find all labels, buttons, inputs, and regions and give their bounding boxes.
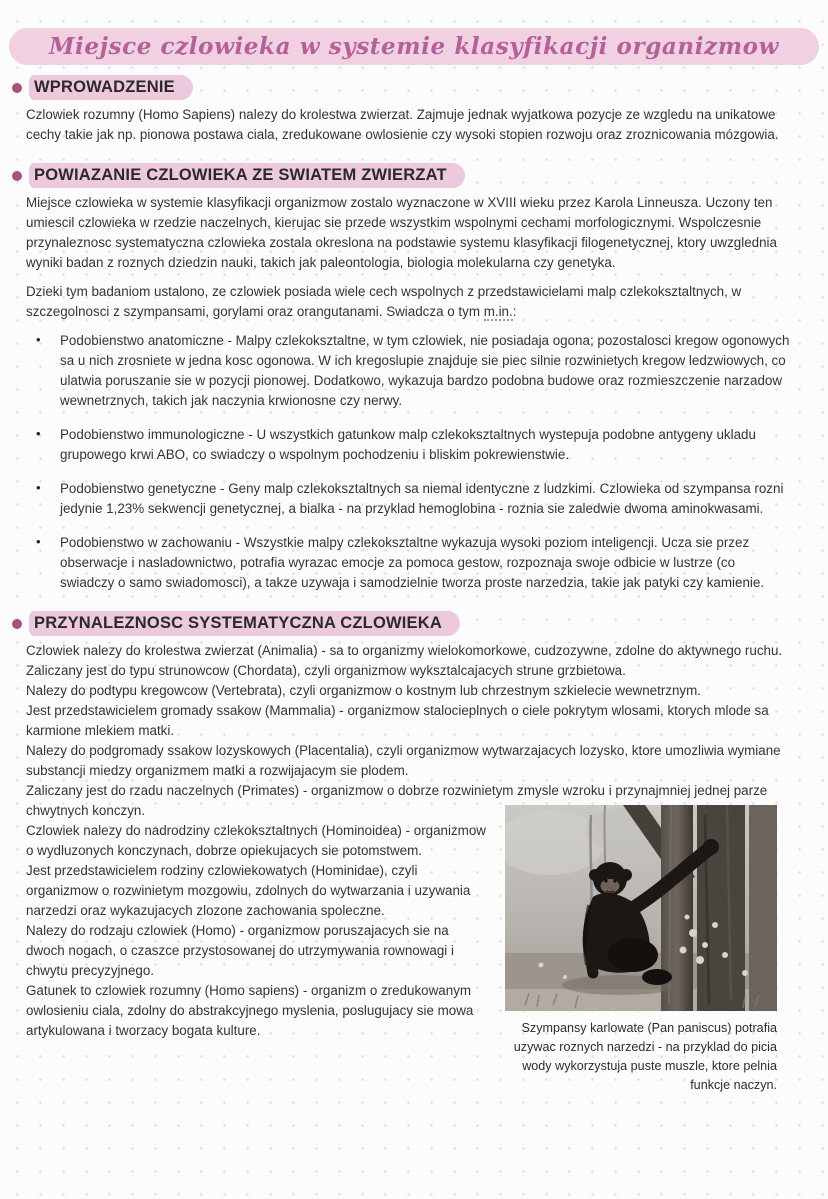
bullet-dot-icon: • — [36, 480, 41, 495]
list-item — [26, 331, 790, 411]
section-dot-icon — [12, 83, 22, 93]
bullet-dot-icon: • — [36, 332, 41, 347]
connection-paragraph-2 — [26, 282, 790, 322]
list-item-text: Podobienstwo w zachowaniu - Wszystkie malpy czlekoksztaltne wykazuja wysoki poziom inteligencji. Ucza sie przez obserwacje i nasladownictwo, potrafia wyrazac emocje za pomoca gestow, rozpoznaja swoje odbicie w lustrze (co swiadczy o samo swiadomosci), a takze uzywaja i samodzielnie tworza proste narzedzia, takie jak patyki czy kamienie. — [60, 535, 765, 590]
figure-caption: Szympansy karlowate (Pan paniscus) potrafia uzywac roznych narzedzi - na przyklad do picia wody wykorzystuja puste muszle, ktore pelnia funkcje naczyn. — [513, 1021, 777, 1092]
taxonomy-statement: Czlowiek nalezy do krolestwa zwierzat (Animalia) - sa to organizmy wielokomorkowe, cudzozywne, zdolne do aktywnego ruchu. — [26, 643, 783, 658]
section-dot-icon — [12, 619, 22, 629]
paragraph-text: : — [512, 304, 517, 319]
taxonomy-statement: Nalezy do podgromady ssakow lozyskowych (Placentalia), czyli organizmow wytwarzajacych lozysko, ktore umozliwia wymiane substancji miedzy organizmem matki a rozwijajacym sie plodem. — [26, 743, 781, 778]
page-content — [0, 75, 828, 1092]
taxonomy-statement: Zaliczany jest do rzadu naczelnych (Primates) - organizmow o dobrze rozwinietym zmysle wzroku i przynajmniej jednej parze chwytnych konczyn. — [26, 783, 768, 818]
section-heading-label: PRZYNALEZNOSC SYSTEMATYCZNA CZLOWIEKA — [29, 611, 460, 636]
section-heading-label: POWIAZANIE CZLOWIEKA ZE SWIATEM ZWIERZAT — [29, 163, 465, 188]
bonobo-figure — [505, 805, 777, 1095]
list-item — [26, 533, 790, 593]
taxonomy-statement: Jest przedstawicielem rodziny czlowiekowatych (Hominidae), czyli organizmow o rozwinietym mozgowiu, zdolnych do wytwarzania i uzywania narzedzi oraz wykazujacych zlozone zachowania spoleczne. — [26, 863, 471, 918]
taxonomy-statement: Zaliczany jest do typu strunowcow (Chordata), czyli organizmow wyksztalcajacych strune grzbietowa. — [26, 663, 626, 678]
bullet-dot-icon: • — [36, 534, 41, 549]
bonobo-photo — [505, 805, 777, 1011]
title-banner — [9, 28, 819, 65]
list-item-text: Podobienstwo immunologiczne - U wszystkich gatunkow malp czlekoksztaltnych wystepuja podobne antygeny ukladu grupowego krwi ABO, co swiadczy o wspolnym pochodzeniu i bliskim pokrewienstwie. — [60, 427, 756, 462]
taxonomy-statement: Jest przedstawicielem gromady ssakow (Mammalia) - organizmow stalocieplnych o ciele pokrytym wlosami, ktorych mlode sa karmione mlekiem matki. — [26, 703, 769, 738]
taxonomy-statements — [26, 641, 790, 1092]
paragraph-text: Dzieki tym badaniom ustalono, ze czlowiek posiada wiele cech wspolnych z przedstawicielami malp czlekoksztaltnych, w szczegolnosci z szympansami, gorylami oraz orangutanami. Swiadcza o tym — [26, 284, 742, 319]
list-item-text: Podobienstwo anatomiczne - Malpy czlekoksztaltne, w tym czlowiek, nie posiadaja ogona; pozostalosci kregow ogonowych sa u nich zrosniete w jedna kosc ogonowa. W ich kregoslupie znajduje sie piec silnie rozwinietych kregow ledzwiowych, co ulatwia poruszanie sie w pozycji pionowej. Dodatkowo, wykazuja bardzo podobna budowe oraz rozmieszczenie narzadow wewnetrznych, takich jak naczynia krwionosne czy nerwy. — [60, 333, 790, 408]
connection-paragraph-1: Miejsce czlowieka w systemie klasyfikacji organizmow zostalo wyznaczone w XVIII wieku przez Karola Linneusza. Uczony ten umiescil czlowieka w rzedzie naczelnych, kierujac sie przede wszystkim wspolnymi cechami morfologicznymi. Wspolczesnie przynaleznosc systematyczna czlowieka zostala okreslona na podstawie systemu klasyfikacji filogenetycznej, ktory uwzglednia wyniki badan z roznych dziedzin nauki, takich jak paleontologia, biologia molekularna czy genetyka. — [26, 195, 777, 270]
similarities-list — [26, 331, 790, 593]
section-heading-powiazanie — [12, 163, 790, 188]
taxonomy-statement: Czlowiek nalezy do nadrodziny czlekoksztaltnych (Hominoidea) - organizmow o wydluzonych konczynach, dobrze opiekujacych sie potomstwem. — [26, 823, 486, 858]
page-title: Miejsce czlowieka w systemie klasyfikacji organizmow — [48, 33, 779, 60]
section-heading-label: WPROWADZENIE — [29, 75, 193, 100]
section-heading-wprowadzenie — [12, 75, 790, 100]
list-item — [26, 479, 790, 519]
taxonomy-statement: Nalezy do rodzaju czlowiek (Homo) - organizmow poruszajacych sie na dwoch nogach, o czaszce przystosowanej do utrzymywania rownowagi i chwytu precyzyjnego. — [26, 923, 454, 978]
underlined-abbreviation: m.in. — [483, 304, 513, 319]
list-item-text: Podobienstwo genetyczne - Geny malp czlekoksztaltnych sa niemal identyczne z ludzkimi. Czlowieka od szympansa rozni jedynie 1,23% sekwencji genetycznej, a bialka - na przyklad hemoglobina - roznia sie zaledwie dwoma aminokwasami. — [60, 481, 784, 516]
section-dot-icon — [12, 171, 22, 181]
intro-paragraph: Czlowiek rozumny (Homo Sapiens) nalezy do krolestwa zwierzat. Zajmuje jednak wyjatkowa pozycje ze wzgledu na unikatowe cechy takie jak np. pionowa postawa ciala, zredukowane owlosienie czy wysoki stopien rozwoju oraz zroznicowania mózgowia. — [26, 107, 779, 142]
bullet-dot-icon: • — [36, 426, 41, 441]
list-item — [26, 425, 790, 465]
taxonomy-statement: Gatunek to czlowiek rozumny (Homo sapiens) - organizm o zredukowanym owlosieniu ciala, zdolny do abstrakcyjnego myslenia, poslugujacy sie mowa artykulowana i tworzacy bogata kulture. — [26, 983, 474, 1038]
taxonomy-statement: Nalezy do podtypu kregowcow (Vertebrata), czyli organizmow o kostnym lub chrzestnym szkielecie wewnetrznym. — [26, 683, 702, 698]
section-heading-przynaleznosc — [12, 611, 790, 636]
